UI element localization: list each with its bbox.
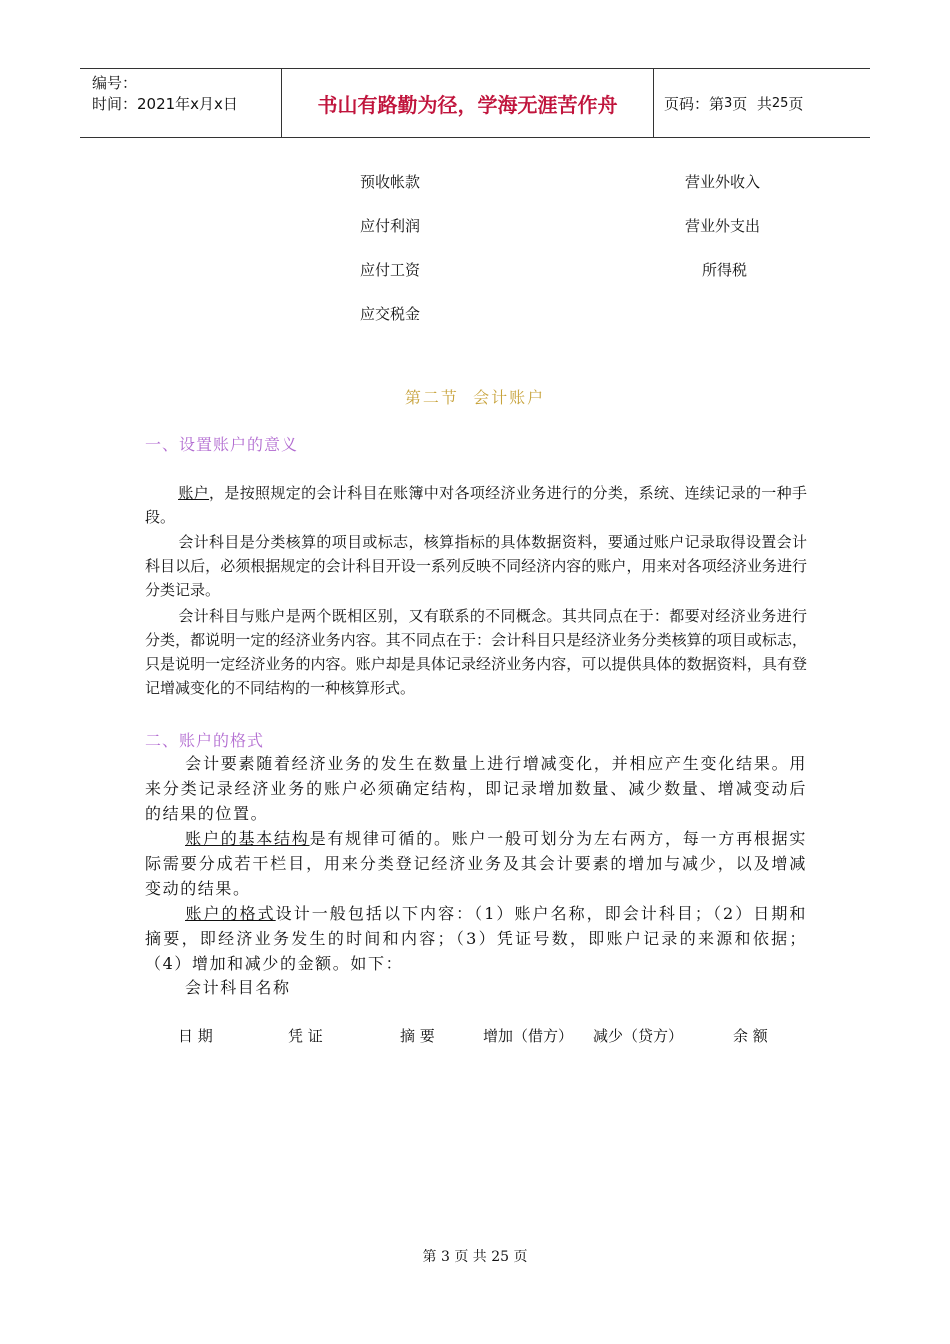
page-prefix: 页码：第 bbox=[664, 94, 725, 113]
page-footer bbox=[0, 1246, 950, 1266]
account-item: 预收帐款 bbox=[360, 173, 421, 191]
section-title: 第二节 会计账户 bbox=[404, 388, 546, 407]
account-item: 营业外收入 bbox=[685, 173, 761, 191]
subject-name-title: 会计科目名称 bbox=[185, 978, 291, 997]
paragraph-3 bbox=[145, 604, 807, 700]
page-header bbox=[80, 68, 870, 138]
page-suffix: 页 bbox=[788, 94, 804, 113]
footer-prefix: 第 bbox=[422, 1249, 437, 1265]
header-motto: 书山有路勤为径，学海无涯苦作舟 bbox=[282, 69, 654, 137]
footer-current: 3 bbox=[440, 1249, 450, 1265]
column-header-debit: 增加（借方） bbox=[483, 1027, 574, 1045]
column-header-credit: 减少（贷方） bbox=[593, 1027, 684, 1045]
account-item: 应交税金 bbox=[360, 305, 421, 323]
header-page-number bbox=[654, 69, 870, 137]
footer-total: 25 bbox=[491, 1249, 510, 1265]
paragraph-4 bbox=[145, 751, 807, 826]
term-account-format: 账户的格式 bbox=[185, 904, 276, 923]
paragraph-5 bbox=[145, 826, 807, 901]
term-account: 账户 bbox=[178, 484, 210, 502]
account-item: 营业外支出 bbox=[685, 217, 761, 235]
paragraph-2-text: 会计科目是分类核算的项目或标志，核算指标的具体数据资料，要通过账户记录取得设置会计科目以后，必须根据规定的会计科目开设一系列反映不同经济内容的账户，用来对各项经济业务进行分类记录。 bbox=[145, 533, 807, 599]
paragraph-6-text: 设计一般包括以下内容：（1）账户名称，即会计科目；（2）日期和摘要，即经济业务发生的时间和内容；（3）凭证号数，即账户记录的来源和依据；（4）增加和减少的金额。如下： bbox=[145, 904, 807, 973]
paragraph-3-text: 会计科目与账户是两个既相区别，又有联系的不同概念。其共同点在于：都要对经济业务进行分类，都说明一定的经济业务内容。其不同点在于：会计科目只是经济业务分类核算的项目或标志，只是说明一定经济业务的内容。账户却是具体记录经济业务内容，可以提供具体的数据资料，具有登记增减变化的不同结构的一种核算形式。 bbox=[145, 607, 807, 697]
footer-suffix: 页 bbox=[513, 1249, 528, 1265]
paragraph-6 bbox=[145, 901, 807, 976]
header-meta bbox=[80, 69, 282, 137]
account-item: 所得税 bbox=[702, 261, 748, 279]
page-current: 3 bbox=[724, 95, 733, 111]
number-label: 编号： bbox=[92, 74, 138, 92]
page-total: 25 bbox=[771, 95, 789, 111]
account-item: 应付工资 bbox=[360, 261, 421, 279]
footer-mid: 页 共 bbox=[454, 1249, 487, 1265]
paragraph-4-text: 会计要素随着经济业务的发生在数量上进行增减变化，并相应产生变化结果。用来分类记录经济业务的账户必须确定结构，即记录增加数量、减少数量、增减变动后的结果的位置。 bbox=[145, 754, 807, 823]
paragraph-1-text: ，是按照规定的会计科目在账簿中对各项经济业务进行的分类，系统、连续记录的一种手段。 bbox=[145, 484, 807, 526]
column-header-balance: 余 额 bbox=[733, 1027, 768, 1045]
paragraph-5-text: 是有规律可循的。账户一般可划分为左右两方，每一方再根据实际需要分成若干栏目，用来分类登记经济业务及其会计要素的增加与减少，以及增减变动的结果。 bbox=[145, 829, 807, 898]
account-item: 应付利润 bbox=[360, 217, 421, 235]
paragraph-1 bbox=[145, 481, 807, 529]
page-mid: 页 共 bbox=[732, 94, 772, 113]
column-header-summary: 摘 要 bbox=[400, 1027, 435, 1045]
heading-1: 一、设置账户的意义 bbox=[145, 435, 299, 454]
time-label: 时间：2021年x月x日 bbox=[92, 95, 238, 113]
term-basic-structure: 账户的基本结构 bbox=[185, 829, 310, 848]
column-header-voucher: 凭 证 bbox=[288, 1027, 323, 1045]
column-header-date: 日 期 bbox=[178, 1027, 213, 1045]
heading-2: 二、账户的格式 bbox=[145, 731, 265, 750]
paragraph-2 bbox=[145, 530, 807, 602]
